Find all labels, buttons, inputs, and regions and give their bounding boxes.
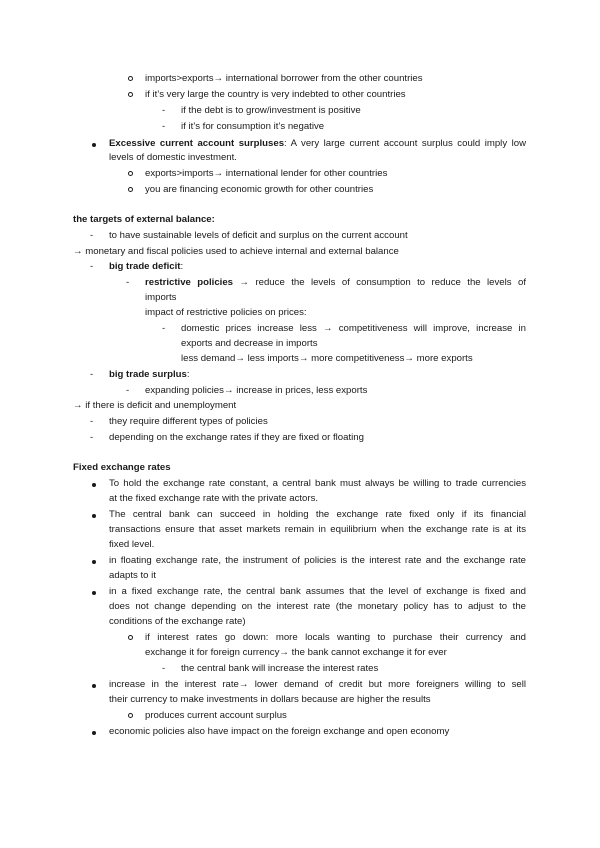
text-line: they require different types of policies xyxy=(109,416,268,427)
dash-bullet: - xyxy=(126,385,130,396)
text-line xyxy=(109,138,526,150)
term-big-trade-deficit: big trade deficit xyxy=(109,261,181,272)
text-line: produces current account surplus xyxy=(145,710,287,721)
text-line: if interest rates go down: more locals wanting to purchase their currency and xyxy=(145,632,526,643)
text-line: exports and decrease in imports xyxy=(181,338,318,349)
text-line: → monetary and fiscal policies used to achieve internal and external balance xyxy=(73,246,399,257)
bullet-icon xyxy=(92,684,96,688)
text-line: exchange it for foreign currency→ the bank cannot exchange it for ever xyxy=(145,647,447,658)
text-line: if the debt is to grow/investment is positive xyxy=(181,105,361,116)
text-line: To hold the exchange rate constant, a central bank must always be willing to trade currencies xyxy=(109,478,526,489)
text-line: in a fixed exchange rate, the central bank assumes that the level of exchange is fixed and xyxy=(109,586,526,597)
circle-bullet-icon xyxy=(128,187,133,192)
text-line: to have sustainable levels of deficit and surplus on the current account xyxy=(109,230,408,241)
text-line: impact of restrictive policies on prices: xyxy=(145,307,307,318)
text-line: if it’s very large the country is very indebted to other countries xyxy=(145,89,406,100)
dash-bullet: - xyxy=(162,323,166,334)
bullet-icon xyxy=(92,483,96,487)
term-big-trade-surplus: big trade surplus xyxy=(109,369,187,380)
dash-bullet: - xyxy=(90,261,94,272)
text-line: The central bank can succeed in holding the exchange rate fixed only if its financial xyxy=(109,509,526,520)
text-span: : A very large current account surplus could imply low xyxy=(284,138,526,149)
circle-bullet-icon xyxy=(128,76,133,81)
text-line: you are financing economic growth for other countries xyxy=(145,184,374,195)
text-line: increase in the interest rate→ lower demand of credit but more foreigners willing to sell xyxy=(109,679,526,690)
term-restrictive-policies: restrictive policies xyxy=(145,277,234,288)
term-excessive-surpluses: Excessive current account surpluses xyxy=(109,138,285,149)
bullet-icon xyxy=(92,591,96,595)
text-line: big trade deficit: xyxy=(109,261,184,272)
bullet-icon xyxy=(92,514,96,518)
dash-bullet: - xyxy=(90,416,94,427)
text-line: the central bank will increase the interest rates xyxy=(181,663,379,674)
bullet-icon xyxy=(92,560,96,564)
text-line: transactions ensure that asset markets remain in equilibrium when the exchange rate is at its xyxy=(109,524,526,535)
text-line: adapts to it xyxy=(109,570,156,581)
text-line: does not change depending on the interest rate (the monetary policy has to adjust to the xyxy=(109,601,526,612)
bullet-icon xyxy=(92,731,96,735)
text-line: levels of domestic investment. xyxy=(109,152,237,163)
section-heading: Fixed exchange rates xyxy=(73,462,171,473)
circle-bullet-icon xyxy=(128,92,133,97)
dash-bullet: - xyxy=(90,230,94,241)
dash-bullet: - xyxy=(90,432,94,443)
circle-bullet-icon xyxy=(128,713,133,718)
dash-bullet: - xyxy=(162,663,166,674)
text-line: big trade surplus: xyxy=(109,369,190,380)
dash-bullet: - xyxy=(90,369,94,380)
dash-bullet: - xyxy=(162,105,166,116)
text-line: imports>exports→ international borrower from the other countries xyxy=(145,73,423,84)
text-line: fixed level. xyxy=(109,539,155,550)
text-line: in floating exchange rate, the instrument of policies is the interest rate and the exchange rate xyxy=(109,555,526,566)
text-line: restrictive policies → reduce the levels of consumption to reduce the levels of xyxy=(145,277,526,288)
bullet-icon xyxy=(92,143,96,147)
text-line: expanding policies→ increase in prices, less exports xyxy=(145,385,368,396)
text-line: economic policies also have impact on the foreign exchange and open economy xyxy=(109,726,450,737)
text-line: domestic prices increase less → competitiveness will improve, increase in xyxy=(181,323,526,334)
section-heading: the targets of external balance: xyxy=(73,214,215,225)
circle-bullet-icon xyxy=(128,171,133,176)
dash-bullet: - xyxy=(162,121,166,132)
text-line: if it’s for consumption it’s negative xyxy=(181,121,325,132)
circle-bullet-icon xyxy=(128,635,133,640)
text-line: less demand→ less imports→ more competitiveness→ more exports xyxy=(181,353,473,364)
text-line: conditions of the exchange rate) xyxy=(109,616,246,627)
text-line: imports xyxy=(145,292,177,303)
dash-bullet: - xyxy=(126,277,130,288)
text-line: exports>imports→ international lender for other countries xyxy=(145,168,388,179)
text-line: their currency to make investments in dollars because are higher the results xyxy=(109,694,431,705)
text-line: → if there is deficit and unemployment xyxy=(73,400,237,411)
text-line: depending on the exchange rates if they are fixed or floating xyxy=(109,432,364,443)
text-line: at the fixed exchange rate with the private actors. xyxy=(109,493,319,504)
